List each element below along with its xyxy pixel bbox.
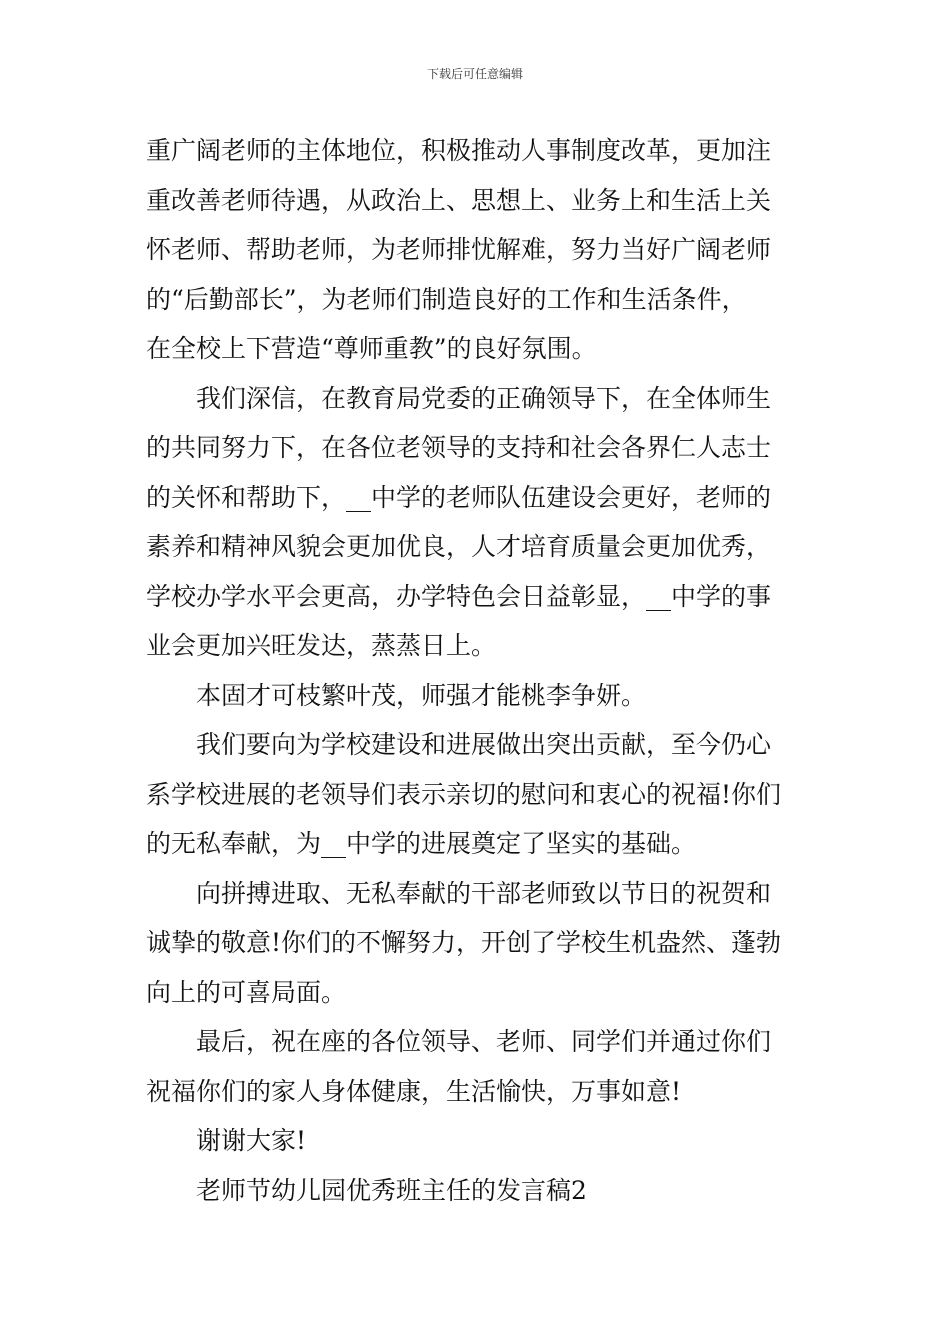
text-line: 怀老师、帮助老师，为老师排忧解难，努力当好广阔老师 <box>146 235 772 264</box>
text-line: 学校办学水平会更高，办学特色会日益彰显，__中学的事 <box>146 581 772 611</box>
text-line: 业会更加兴旺发达，蒸蒸日上。 <box>146 631 497 660</box>
text-line: 的共同努力下，在各位老领导的支持和社会各界仁人志士 <box>146 433 772 462</box>
text-line: 的关怀和帮助下，__中学的老师队伍建设会更好，老师的 <box>146 482 772 512</box>
text-line: 我们要向为学校建设和进展做出突出贡献，至今仍心 <box>196 730 772 759</box>
text-line: 重广阔老师的主体地位，积极推动人事制度改革，更加注 <box>146 136 772 165</box>
text-line: 素养和精神风貌会更加优良，人才培育质量会更加优秀， <box>146 532 772 561</box>
page-header: 下载后可任意编辑 <box>426 67 523 81</box>
text-line: 向拼搏进取、无私奉献的干部老师致以节日的祝贺和 <box>196 878 772 908</box>
text-line: 我们深信，在教育局党委的正确领导下，在全体师生 <box>196 383 772 413</box>
text-line: 祝福你们的家人身体健康，生活愉快，万事如意! <box>146 1076 682 1106</box>
text-line: 的“后勤部长”，为老师们制造良好的工作和生活条件， <box>146 284 747 314</box>
section-title: 老师节幼儿园优秀班主任的发言稿2 <box>196 1175 587 1205</box>
document-body <box>146 126 812 1215</box>
text-line: 在全校上下营造“尊师重教”的良好氛围。 <box>146 334 597 363</box>
text-line: 诚挚的敬意!你们的不懈努力，开创了学校生机盎然、蓬勃 <box>146 928 782 957</box>
text-line: 重改善老师待遇，从政治上、思想上、业务上和生活上关 <box>146 185 772 215</box>
text-line: 谢谢大家! <box>196 1126 307 1155</box>
text-line: 向上的可喜局面。 <box>146 977 347 1007</box>
text-line: 最后，祝在座的各位领导、老师、同学们并通过你们 <box>196 1027 772 1056</box>
text-line: 本固才可枝繁叶茂，师强才能桃李争妍。 <box>196 680 647 710</box>
text-line: 的无私奉献，为__中学的进展奠定了坚实的基础。 <box>146 829 697 858</box>
text-line: 系学校进展的老领导们表示亲切的慰问和衷心的祝福!你们 <box>146 779 782 809</box>
